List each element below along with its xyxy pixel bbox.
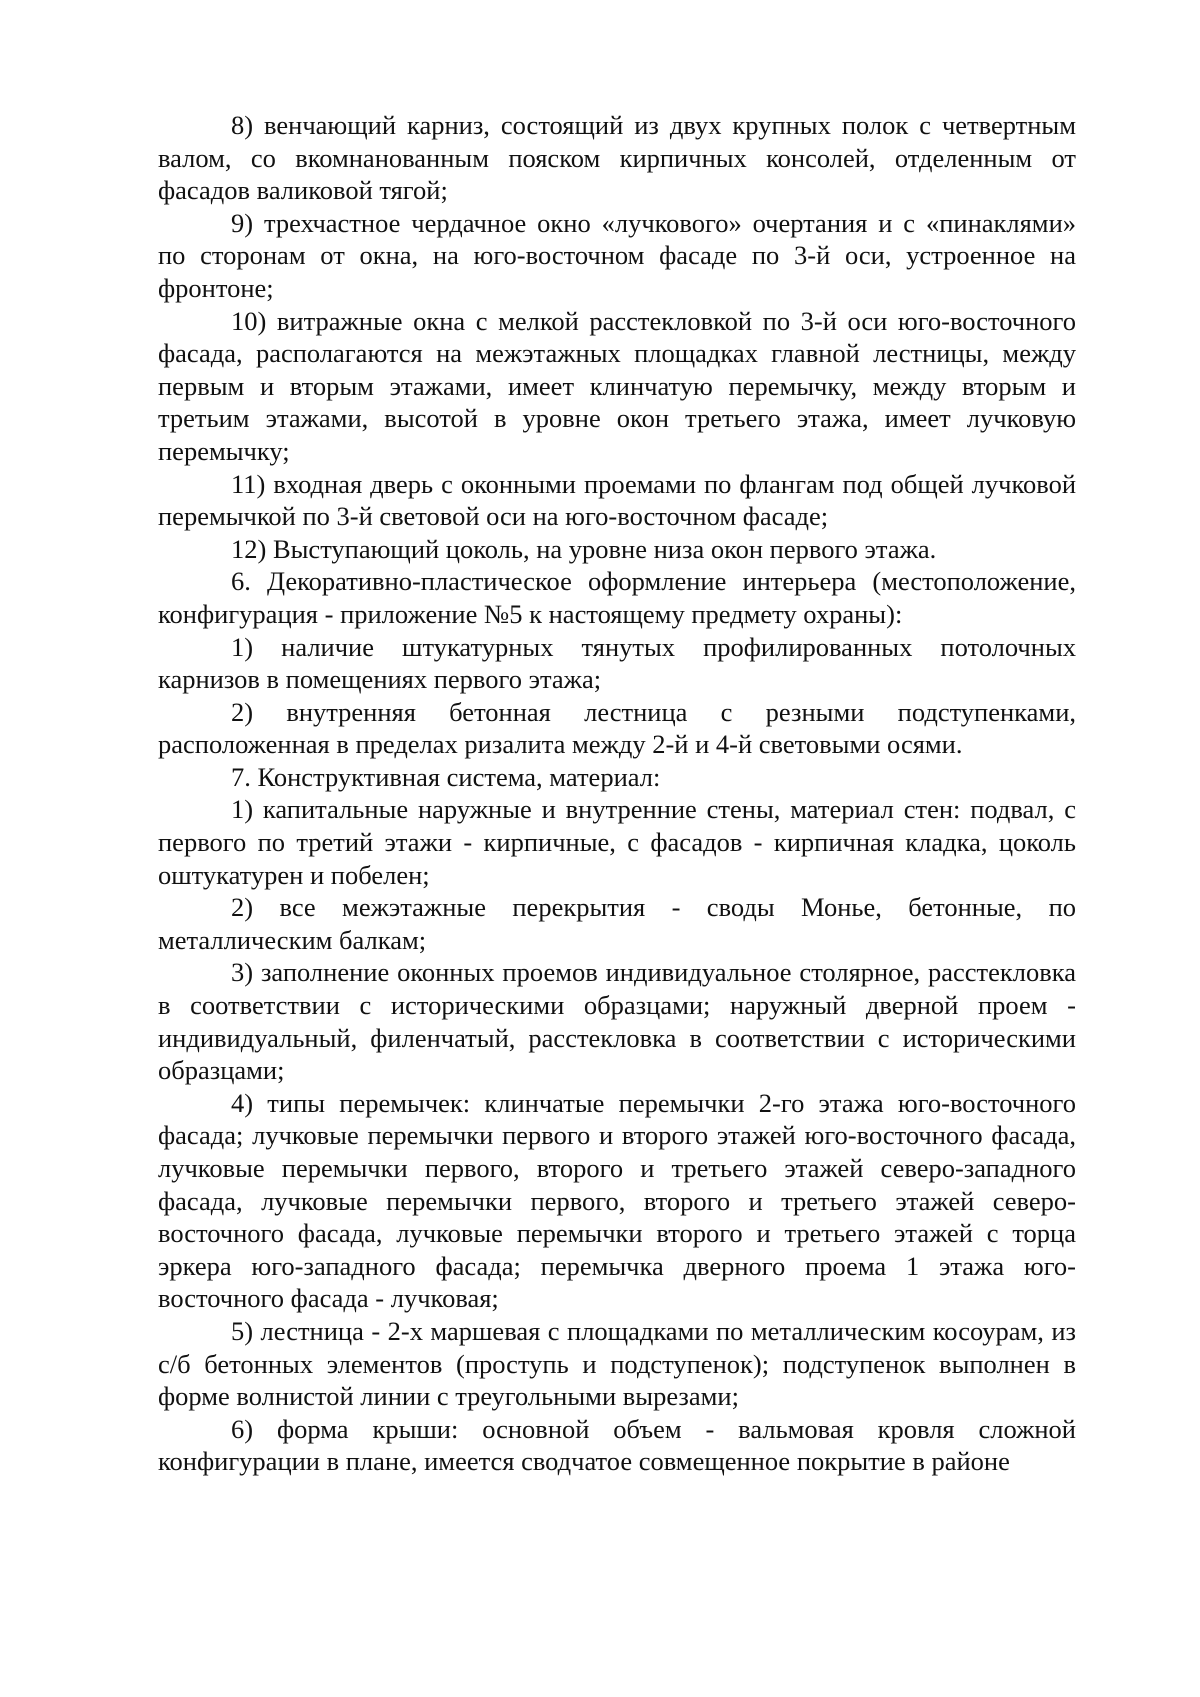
paragraph-interior-2-staircase: 2) внутренняя бетонная лестница с резными подступенками, расположенная в пределах ризалита между 2-й и 4-й световыми осями. [158, 696, 1076, 760]
document-page [158, 109, 1076, 1478]
paragraph-interior-1-cornices: 1) наличие штукатурных тянутых профилированных потолочных карнизов в помещениях первого этажа; [158, 631, 1076, 695]
paragraph-structure-4-lintels: 4) типы перемычек: клинчатые перемычки 2-го этажа юго-восточного фасада; лучковые перемычки первого и второго этажей юго-восточного фасада, лучковые перемычки первого, второго и третьего этажей северо-западного фасада, лучковые перемычки первого, второго и третьего этажей северо-восточного фасада, лучковые перемычки второго и третьего этажей с торца эркера юго-западного фасада; перемычка дверного проема 1 этажа юго-восточного фасада - лучковая; [158, 1087, 1076, 1314]
paragraph-structure-6-roof: 6) форма крыши: основной объем - вальмовая кровля сложной конфигурации в плане, имеется сводчатое совмещенное покрытие в районе [158, 1413, 1076, 1477]
paragraph-structure-3-windows: 3) заполнение оконных проемов индивидуальное столярное, расстекловка в соответствии с историческими образцами; наружный дверной проем - индивидуальный, филенчатый, расстекловка в соответствии с историческими образцами; [158, 957, 1076, 1086]
paragraph-item-10-stained-glass: 10) витражные окна с мелкой расстекловкой по 3-й оси юго-восточного фасада, располагаются на межэтажных площадках главной лестницы, между первым и вторым этажами, имеет клинчатую перемычку, между вторым и третьим этажами, высотой в уровне окон третьего этажа, имеет лучковую перемычку; [158, 305, 1076, 466]
paragraph-item-9-attic-window: 9) трехчастное чердачное окно «лучкового» очертания и с «пинаклями» по сторонам от окна, на юго-восточном фасаде по 3-й оси, устроенное на фронтоне; [158, 207, 1076, 303]
paragraph-item-11-entrance-door: 11) входная дверь с оконными проемами по флангам под общей лучковой перемычкой по 3-й световой оси на юго-восточном фасаде; [158, 468, 1076, 532]
paragraph-item-12-plinth: 12) Выступающий цоколь, на уровне низа окон первого этажа. [231, 533, 937, 564]
paragraph-structure-2-floors: 2) все межэтажные перекрытия - своды Монье, бетонные, по металлическим балкам; [158, 892, 1076, 955]
paragraph-structure-1-walls: 1) капитальные наружные и внутренние стены, материал стен: подвал, с первого по третий этажи - кирпичные, с фасадов - кирпичная кладка, цоколь оштукатурен и побелен; [158, 794, 1076, 890]
paragraph-item-8-cornice: 8) венчающий карниз, состоящий из двух крупных полок с четвертным валом, со вкомнанованным пояском кирпичных консолей, отделенным от фасадов валиковой тягой; [158, 110, 1076, 206]
paragraph-structure-5-stairs: 5) лестница - 2-х маршевая с площадками по металлическим косоурам, из с/б бетонных элементов (проступь и подступенок); подступенок выполнен в форме волнистой линии с треугольными вырезами; [158, 1315, 1076, 1412]
section-6-heading: 6. Декоративно-пластическое оформление интерьера (местоположение, конфигурация - приложение №5 к настоящему предмету охраны): [158, 566, 1076, 629]
section-7-heading: 7. Конструктивная система, материал: [231, 761, 661, 792]
